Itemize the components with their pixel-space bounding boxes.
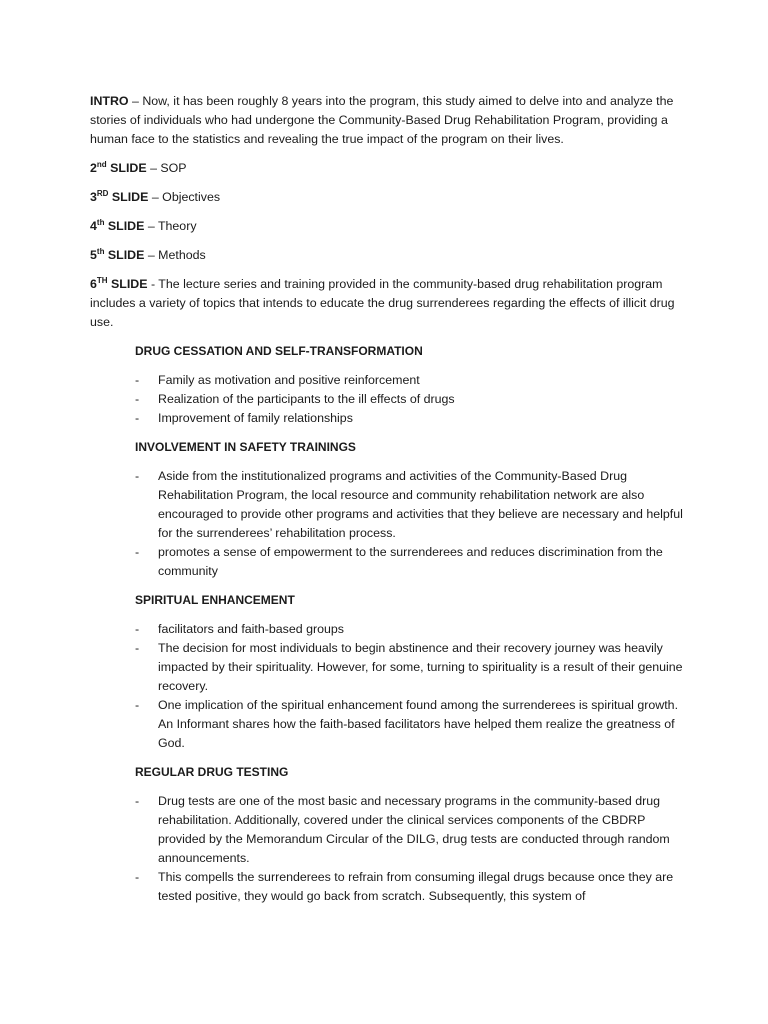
list-item-text: Improvement of family relationships <box>158 411 353 425</box>
list-item-text: facilitators and faith-based groups <box>158 622 344 636</box>
list-item-text: Drug tests are one of the most basic and necessary programs in the community-based drug rehabilitation. Additionally, covered under the clinical services components of the CBDRP provided by the Memorandum Circular of the DILG, drug tests are conducted through random announcements. <box>158 794 670 865</box>
list-item <box>135 409 688 428</box>
list-item <box>135 792 688 868</box>
slide-text: – Objectives <box>148 190 221 204</box>
section-heading: INVOLVEMENT IN SAFETY TRAININGS <box>135 440 356 454</box>
slide-number: 6TH SLIDE <box>90 276 148 291</box>
intro-paragraph <box>90 92 690 149</box>
intro-text: – Now, it has been roughly 8 years into the program, this study aimed to delve into and analyze the stories of individuals who had undergone the Community-Based Drug Rehabilitation Program, providing a human face to the statistics and revealing the true impact of the program on their lives. <box>90 94 674 146</box>
slide-line-4 <box>90 217 690 236</box>
list-item <box>135 868 688 906</box>
list-item-text: One implication of the spiritual enhancement found among the surrenderees is spiritual growth. An Informant shares how the faith-based facilitators have helped them realize the greatness of God. <box>158 698 679 750</box>
dash-bullet: - <box>135 622 140 636</box>
list-item-text: The decision for most individuals to begin abstinence and their recovery journey was heavily impacted by their spirituality. However, for some, turning to spirituality is a result of their genuine recovery. <box>158 641 683 693</box>
list-item <box>135 696 688 753</box>
dash-bullet: - <box>135 411 140 425</box>
dash-bullet: - <box>135 870 140 884</box>
slide-text: – Methods <box>144 248 206 262</box>
slide-line-5 <box>90 246 690 265</box>
list-item <box>135 371 688 390</box>
dash-bullet: - <box>135 392 140 406</box>
slide-text: – Theory <box>144 219 197 233</box>
list-item-text: Family as motivation and positive reinforcement <box>158 373 420 387</box>
list-item <box>135 390 688 409</box>
slide-number: 4th SLIDE <box>90 218 145 233</box>
dash-bullet: - <box>135 545 140 559</box>
bullet-list <box>135 792 690 906</box>
document-page <box>90 92 690 916</box>
slide-number: 5th SLIDE <box>90 247 145 262</box>
list-item-text: Realization of the participants to the ill effects of drugs <box>158 392 455 406</box>
bullet-list <box>135 620 690 753</box>
bullet-list <box>135 371 690 428</box>
list-item <box>135 620 688 639</box>
intro-label: INTRO <box>90 94 129 108</box>
dash-bullet: - <box>135 698 140 712</box>
list-item-text: Aside from the institutionalized programs and activities of the Community-Based Drug Rehabilitation Program, the local resource and community rehabilitation network are also encouraged to provide other programs and activities that they believe are necessary and helpful for the surrenderees’ rehabilitation process. <box>158 469 683 540</box>
list-item <box>135 543 688 581</box>
section-heading: REGULAR DRUG TESTING <box>135 765 289 779</box>
slide-text: - The lecture series and training provided in the community-based drug rehabilitation program includes a variety of topics that intends to educate the drug surrenderees regarding the effects of illicit drug use. <box>90 277 675 329</box>
list-item <box>135 639 688 696</box>
bullet-list <box>135 467 690 581</box>
dash-bullet: - <box>135 794 140 808</box>
dash-bullet: - <box>135 641 140 655</box>
list-item <box>135 467 688 543</box>
slide-line-6 <box>90 275 690 332</box>
list-item-text: This compells the surrenderees to refrain from consuming illegal drugs because once they are tested positive, they would go back from scratch. Subsequently, this system of <box>158 870 674 903</box>
slide-line-2 <box>90 159 690 178</box>
slide-line-3 <box>90 188 690 207</box>
list-item-text: promotes a sense of empowerment to the surrenderees and reduces discrimination from the community <box>158 545 663 578</box>
section-heading: SPIRITUAL ENHANCEMENT <box>135 593 295 607</box>
slide-number: 3RD SLIDE <box>90 189 149 204</box>
slide-number: 2nd SLIDE <box>90 160 147 175</box>
section-heading: DRUG CESSATION AND SELF-TRANSFORMATION <box>135 344 423 358</box>
dash-bullet: - <box>135 469 140 483</box>
slide-text: – SOP <box>146 161 187 175</box>
dash-bullet: - <box>135 373 140 387</box>
